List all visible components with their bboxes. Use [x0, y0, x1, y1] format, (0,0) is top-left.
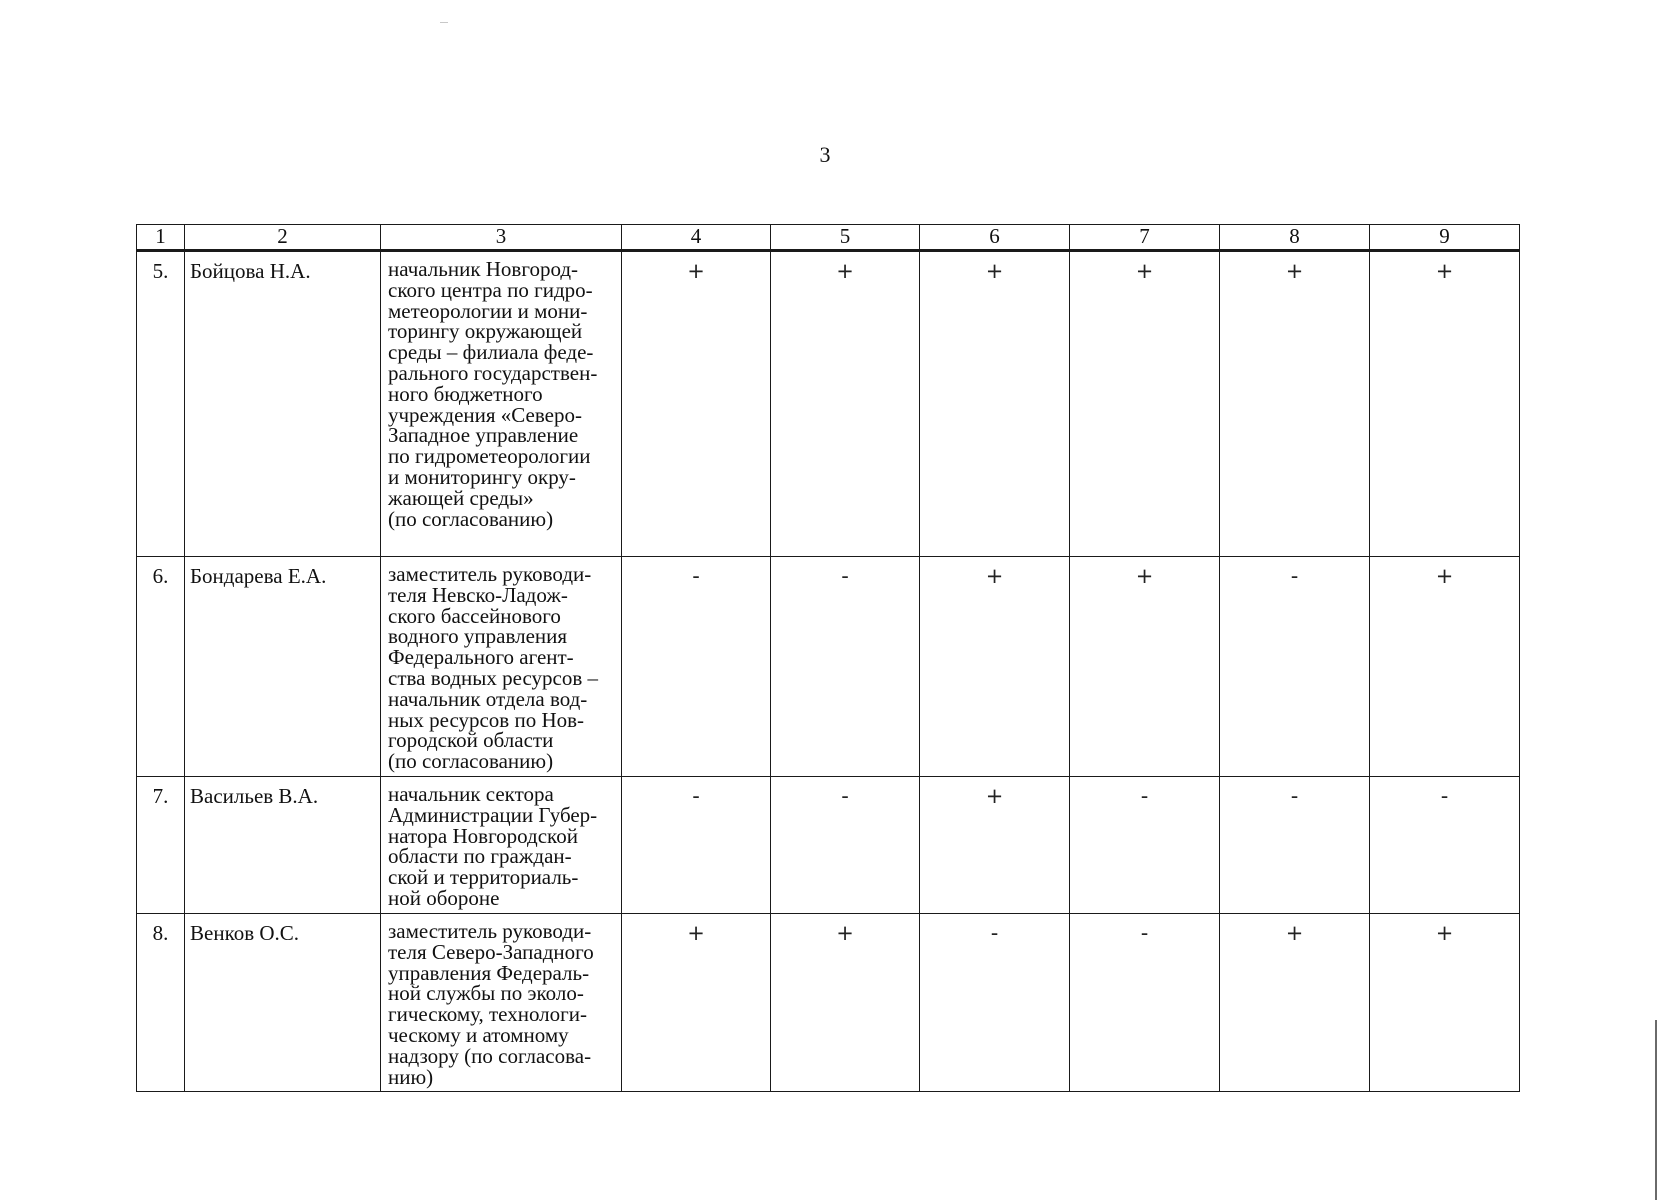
- column-header: 9: [1370, 225, 1520, 251]
- position-line: натора Новгородской: [388, 823, 578, 848]
- member-position: [381, 777, 622, 914]
- position-line: теля Северо-Западного: [388, 939, 594, 964]
- position-line: по гидрометеорологии: [388, 444, 591, 469]
- mark-cell: +: [771, 251, 920, 557]
- position-line: и мониторингу окру-: [388, 464, 576, 489]
- position-line: учреждения «Северо-: [388, 402, 582, 427]
- table-row: [137, 251, 1520, 557]
- member-name: Бондарева Е.А.: [185, 557, 381, 777]
- mark-cell: -: [1370, 777, 1520, 914]
- column-header: 5: [771, 225, 920, 251]
- column-header: 6: [920, 225, 1070, 251]
- position-line: ного бюджетного: [388, 381, 543, 406]
- position-line: рального государствен-: [388, 360, 598, 385]
- mark-cell: +: [1070, 557, 1220, 777]
- members-table: [136, 224, 1520, 1092]
- position-line: заместитель руководи-: [388, 919, 592, 943]
- column-header: 4: [622, 225, 771, 251]
- position-line: нию): [388, 1064, 434, 1089]
- mark-cell: -: [622, 777, 771, 914]
- mark-cell: +: [622, 914, 771, 1092]
- mark-cell: +: [1220, 914, 1370, 1092]
- position-line: ской и территориаль-: [388, 865, 579, 890]
- column-header: 7: [1070, 225, 1220, 251]
- mark-cell: +: [1370, 251, 1520, 557]
- mark-cell: -: [1070, 777, 1220, 914]
- mark-cell: -: [1220, 777, 1370, 914]
- mark-cell: +: [1370, 557, 1520, 777]
- row-number: 8.: [137, 914, 185, 1092]
- position-line: начальник сектора: [388, 782, 554, 806]
- member-name: Венков О.С.: [185, 914, 381, 1092]
- position-line: ческому и атомному: [388, 1022, 569, 1047]
- mark-cell: -: [920, 914, 1070, 1092]
- page-number: 3: [819, 142, 831, 167]
- row-number: 6.: [137, 557, 185, 777]
- position-line: начальник Новгород-: [388, 257, 579, 281]
- position-line: заместитель руководи-: [388, 562, 592, 586]
- mark-cell: -: [1220, 557, 1370, 777]
- mark-cell: -: [771, 557, 920, 777]
- scan-edge-artifact: [1655, 1020, 1657, 1200]
- mark-cell: +: [1070, 251, 1220, 557]
- mark-cell: +: [920, 251, 1070, 557]
- position-line: метеорологии и мони-: [388, 298, 588, 323]
- position-line: управления Федераль-: [388, 960, 590, 985]
- table-row: [137, 557, 1520, 777]
- position-line: надзору (по согласова-: [388, 1043, 592, 1068]
- row-number: 7.: [137, 777, 185, 914]
- scan-speck: [440, 22, 448, 23]
- position-line: жающей среды»: [388, 485, 534, 510]
- header-row: [137, 225, 1520, 251]
- position-line: ной обороне: [388, 885, 500, 910]
- position-line: ных ресурсов по Нов-: [388, 707, 585, 732]
- position-line: ского бассейнового: [388, 603, 561, 628]
- mark-cell: +: [771, 914, 920, 1092]
- column-header: 1: [137, 225, 185, 251]
- mark-cell: +: [920, 777, 1070, 914]
- position-line: (по согласованию): [388, 506, 554, 531]
- position-line: ского центра по гидро-: [388, 277, 593, 302]
- table-row: [137, 914, 1520, 1092]
- position-line: Западное управление: [388, 423, 579, 448]
- position-line: начальник отдела вод-: [388, 686, 588, 711]
- position-line: торингу окружающей: [388, 319, 583, 344]
- member-name: Бойцова Н.А.: [185, 251, 381, 557]
- row-number: 5.: [137, 251, 185, 557]
- position-line: среды – филиала феде-: [388, 340, 594, 365]
- mark-cell: +: [622, 251, 771, 557]
- mark-cell: -: [771, 777, 920, 914]
- mark-cell: +: [1370, 914, 1520, 1092]
- position-line: гическому, технологи-: [388, 1002, 588, 1027]
- table-row: [137, 777, 1520, 914]
- member-position: [381, 557, 622, 777]
- mark-cell: -: [1070, 914, 1220, 1092]
- position-line: ства водных ресурсов –: [388, 665, 599, 690]
- position-line: городской области: [388, 728, 554, 753]
- position-line: (по согласованию): [388, 749, 554, 774]
- position-line: водного управления: [388, 624, 568, 649]
- column-header: 8: [1220, 225, 1370, 251]
- column-header: 2: [185, 225, 381, 251]
- position-line: области по граждан-: [388, 844, 572, 869]
- position-line: ной службы по эколо-: [388, 981, 584, 1006]
- position-line: Федерального агент-: [388, 645, 574, 670]
- mark-cell: +: [1220, 251, 1370, 557]
- member-position: [381, 914, 622, 1092]
- column-header: 3: [381, 225, 622, 251]
- position-line: Администрации Губер-: [388, 802, 598, 827]
- position-line: теля Невско-Ладож-: [388, 582, 568, 607]
- member-name: Васильев В.А.: [185, 777, 381, 914]
- member-position: [381, 251, 622, 557]
- mark-cell: -: [622, 557, 771, 777]
- mark-cell: +: [920, 557, 1070, 777]
